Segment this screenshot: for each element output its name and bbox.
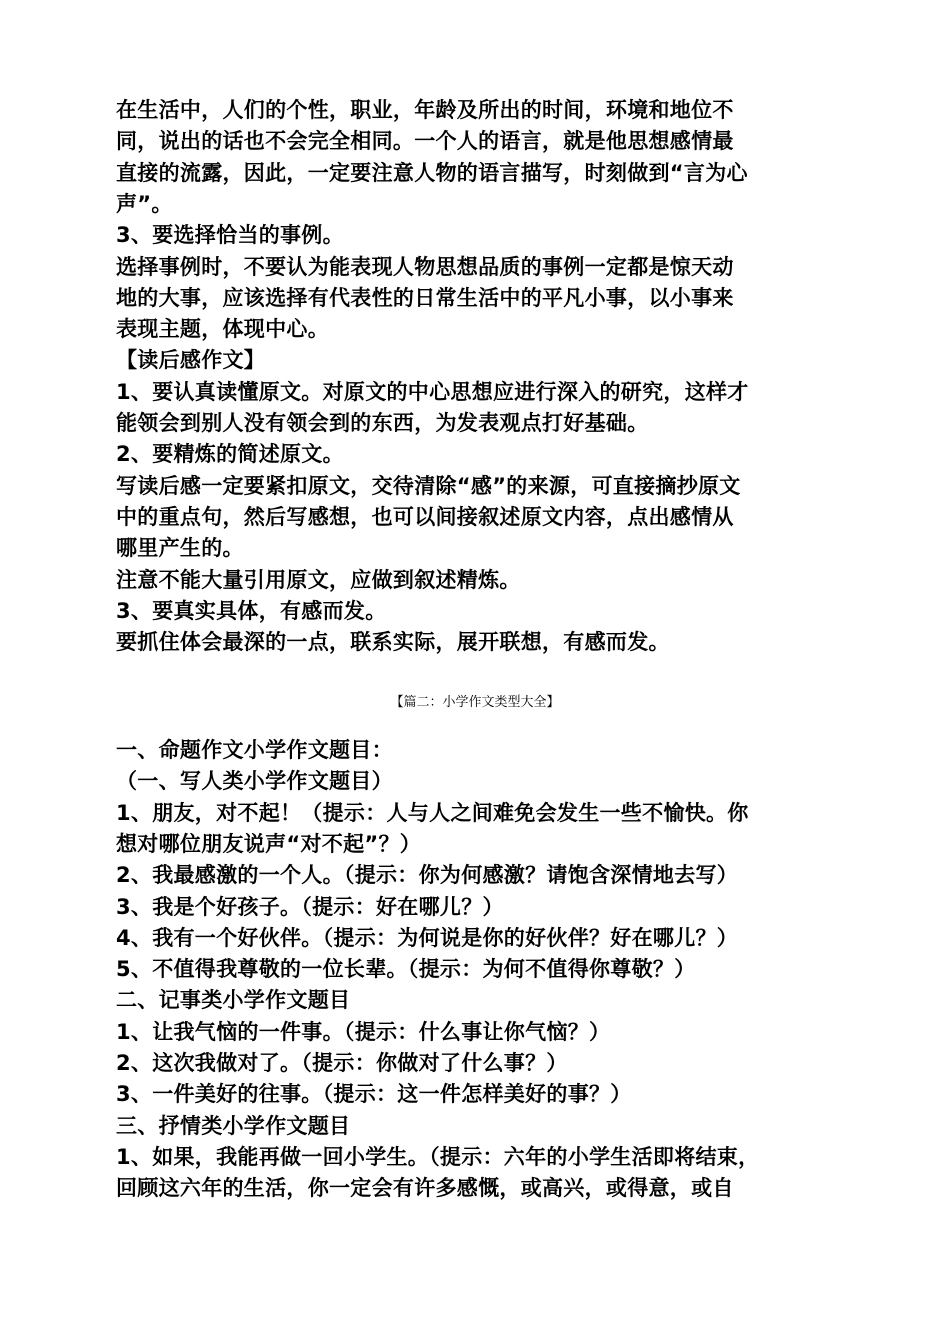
text-line: 注意不能大量引用原文，应做到叙述精炼。 xyxy=(116,567,521,592)
text-line: 想对哪位朋友说声“对不起”？） xyxy=(116,831,422,856)
text-line: 3、我是个好孩子。（提示：好在哪儿？） xyxy=(116,894,504,919)
text-line: 3、一件美好的往事。（提示：这一件怎样美好的事？） xyxy=(116,1082,632,1107)
text-line: 回顾这六年的生活，你一定会有许多感慨，或高兴，或得意，或自 xyxy=(116,1176,734,1201)
text-line: 3、要真实具体，有感而发。 xyxy=(116,598,387,623)
text-line: 【读后感作文】 xyxy=(116,348,266,373)
text-line: 能领会到别人没有领会到的东西，为发表观点打好基础。 xyxy=(116,411,649,435)
text-line: （一、写人类小学作文题目） xyxy=(116,769,393,794)
text-line: 中的重点句，然后写感想，也可以间接叙述原文内容，点出感情从 xyxy=(116,504,734,529)
text-line: 一、命题作文小学作文题目： xyxy=(116,738,393,762)
text-line: 1、如果，我能再做一回小学生。（提示：六年的小学生活即将结束， xyxy=(116,1144,760,1169)
text-line: 同，说出的话也不会完全相同。一个人的语言，就是他思想感情最 xyxy=(116,129,734,154)
text-line: 1、朋友，对不起！（提示：人与人之间难免会发生一些不愉快。你 xyxy=(116,800,749,825)
text-line: 直接的流露，因此，一定要注意人物的语言描写，时刻做到“言为心 xyxy=(116,160,748,185)
text-line: 表现主题，体现中心。 xyxy=(116,317,329,342)
text-line: 声”。 xyxy=(116,191,173,216)
text-line: 二、记事类小学作文题目 xyxy=(116,988,351,1013)
text-line: 三、抒情类小学作文题目 xyxy=(116,1113,351,1138)
text-line: 2、这次我做对了。（提示：你做对了什么事？） xyxy=(116,1051,568,1075)
section-title: 【篇二：小学作文类型大全】 xyxy=(390,695,560,710)
text-line: 在生活中，人们的个性，职业，年龄及所出的时间，环境和地位不 xyxy=(116,98,734,122)
text-line: 要抓住体会最深的一点，联系实际，展开联想，有感而发。 xyxy=(116,630,670,655)
text-line: 2、要精炼的简述原文。 xyxy=(116,442,344,467)
text-line: 2、我最感激的一个人。（提示：你为何感激？请饱含深情地去写） xyxy=(116,863,739,888)
text-line: 写读后感一定要紧扣原文，交待清除“感”的来源，可直接摘抄原文 xyxy=(116,473,741,498)
text-line: 5、不值得我尊敬的一位长辈。（提示：为何不值得你尊敬？） xyxy=(116,957,696,982)
text-line: 哪里产生的。 xyxy=(116,536,244,561)
text-line: 4、我有一个好伙伴。（提示：为何说是你的好伙伴？好在哪儿？） xyxy=(116,925,739,950)
text-line: 1、要认真读懂原文。对原文的中心思想应进行深入的研究，这样才 xyxy=(116,379,749,404)
text-line: 3、要选择恰当的事例。 xyxy=(116,223,344,248)
text-line: 1、让我气恼的一件事。（提示：什么事让你气恼？） xyxy=(116,1019,611,1044)
text-line: 选择事例时，不要认为能表现人物思想品质的事例一定都是惊天动 xyxy=(116,254,734,279)
text-line: 地的大事，应该选择有代表性的日常生活中的平凡小事，以小事来 xyxy=(116,285,734,310)
